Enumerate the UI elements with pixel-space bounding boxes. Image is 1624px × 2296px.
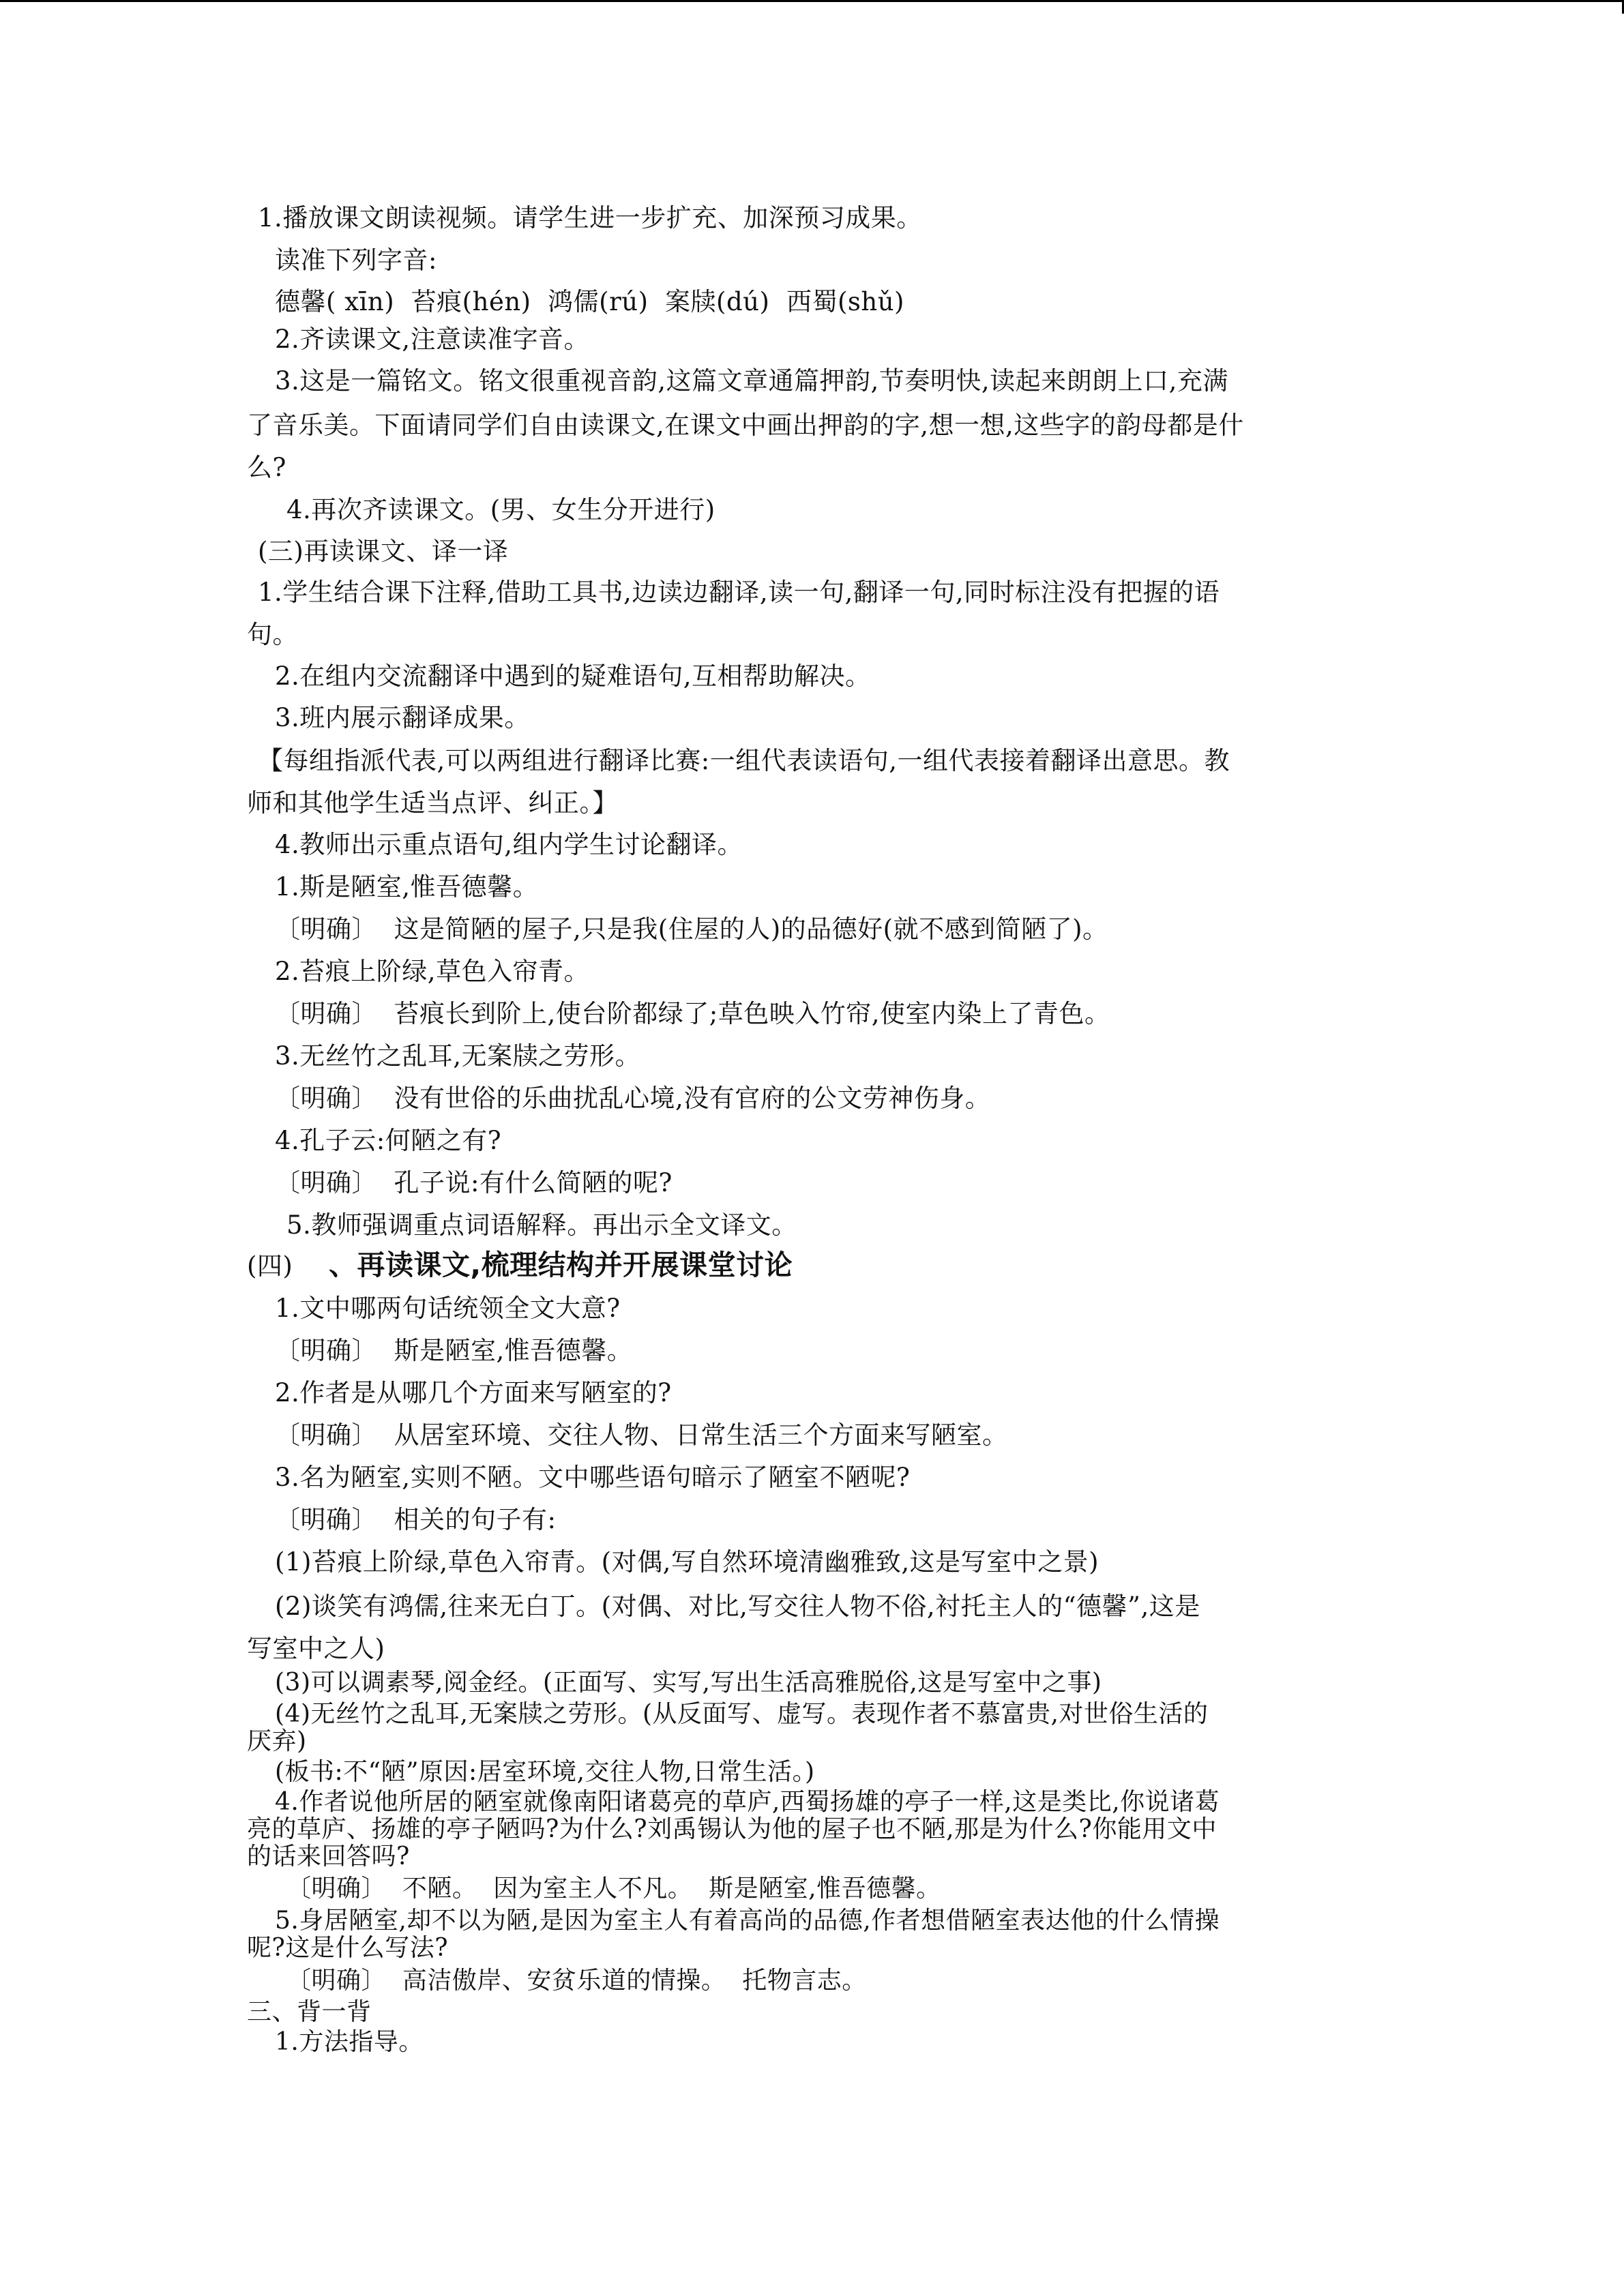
- text-line: 4.孔子云:何陋之有?: [275, 1126, 502, 1155]
- text-line: 4.作者说他所居的陋室就像南阳诸葛亮的草庐,西蜀扬雄的亭子一样,这是类比,你说诸葛: [275, 1788, 1220, 1816]
- text-line: 师和其他学生适当点评、纠正。】: [247, 788, 618, 818]
- text-line: 3.无丝竹之乱耳,无案牍之劳形。: [275, 1041, 641, 1071]
- text-line: 4.再次齐读课文。(男、女生分开进行): [286, 495, 715, 524]
- text-line: (板书:不“陋”原因:居室环境,交往人物,日常生活。): [275, 1758, 815, 1786]
- text-line: 3.名为陋室,实则不陋。文中哪些语句暗示了陋室不陋呢?: [275, 1463, 911, 1492]
- text-line: 2.齐读课文,注意读准字音。: [275, 325, 590, 354]
- text-line: 【每组指派代表,可以两组进行翻译比赛:一组代表读语句,一组代表接着翻译出意思。教: [258, 746, 1230, 775]
- text-line: 〔明确〕 从居室环境、交往人物、日常生活三个方面来写陋室。: [275, 1420, 1008, 1450]
- text-line: 〔明确〕 这是简陋的屋子,只是我(住屋的人)的品德好(就不感到简陋了)。: [275, 914, 1108, 944]
- text-line: 德馨( xīn) 苔痕(hén) 鸿儒(rú) 案牍(dú) 西蜀(shǔ): [275, 287, 904, 316]
- text-line: 呢?这是什么写法?: [247, 1934, 449, 1962]
- text-line: 句。: [247, 620, 298, 649]
- text-line: 1.斯是陋室,惟吾德馨。: [275, 872, 539, 901]
- text-line: 〔明确〕 没有世俗的乐曲扰乱心境,没有官府的公文劳神伤身。: [275, 1084, 991, 1113]
- text-line: 3.班内展示翻译成果。: [275, 703, 530, 732]
- text-line: 〔明确〕 高洁傲岸、安贫乐道的情操。 托物言志。: [286, 1967, 867, 1995]
- text-line: 4.教师出示重点语句,组内学生讨论翻译。: [275, 830, 743, 859]
- text-line: (1)苔痕上阶绿,草色入帘青。(对偶,写自然环境清幽雅致,这是写室中之景): [275, 1547, 1099, 1577]
- text-line: 亮的草庐、扬雄的亭子陋吗?为什么?刘禹锡认为他的屋子也不陋,那是为什么?你能用文中: [247, 1815, 1217, 1843]
- text-line: 3.这是一篇铭文。铭文很重视音韵,这篇文章通篇押韵,节奏明快,读起来朗朗上口,充满: [275, 366, 1228, 396]
- text-line: 读准下列字音:: [275, 245, 437, 275]
- text-line: (2)谈笑有鸿儒,往来无白丁。(对偶、对比,写交往人物不俗,衬托主人的“德馨”,这是: [275, 1592, 1200, 1621]
- text-line: 5.教师强调重点词语解释。再出示全文译文。: [286, 1210, 797, 1240]
- text-line: 1.播放课文朗读视频。请学生进一步扩充、加深预习成果。: [258, 203, 922, 233]
- text-line: 〔明确〕 斯是陋室,惟吾德馨。: [275, 1336, 633, 1365]
- text-line: 1.文中哪两句话统领全文大意?: [275, 1294, 621, 1323]
- section-heading: 、再读课文,梳理结构并开展课堂讨论: [329, 1249, 793, 1281]
- text-line: 2.苔痕上阶绿,草色入帘青。: [275, 957, 590, 986]
- text-line: 写室中之人): [247, 1634, 385, 1663]
- text-line: 厌弃): [247, 1727, 307, 1755]
- text-line: 〔明确〕 苔痕长到阶上,使台阶都绿了;草色映入竹帘,使室内染上了青色。: [275, 999, 1110, 1028]
- page-top-border: [0, 0, 1624, 2]
- text-line: 5.身居陋室,却不以为陋,是因为室主人有着高尚的品德,作者想借陋室表达他的什么情操: [275, 1907, 1220, 1935]
- text-line: 〔明确〕 相关的句子有:: [275, 1505, 557, 1534]
- text-line: 2.作者是从哪几个方面来写陋室的?: [275, 1378, 672, 1407]
- text-line: 1.学生结合课下注释,借助工具书,边读边翻译,读一句,翻译一句,同时标注没有把握的语: [258, 578, 1220, 607]
- text-line: 么?: [247, 453, 286, 482]
- text-line: 2.在组内交流翻译中遇到的疑难语句,互相帮助解决。: [275, 661, 871, 691]
- section-heading: 三、背一背: [247, 1998, 372, 2026]
- section-number: (四): [247, 1251, 293, 1281]
- text-line: 〔明确〕 孔子说:有什么简陋的呢?: [275, 1168, 673, 1197]
- text-line: (3)可以调素琴,阅金经。(正面写、实写,写出生活高雅脱俗,这是写室中之事): [275, 1669, 1102, 1697]
- section-heading: (三)再读课文、译一译: [258, 537, 509, 566]
- text-line: 1.方法指导。: [275, 2028, 424, 2056]
- text-line: 〔明确〕 不陋。 因为室主人不凡。 斯是陋室,惟吾德馨。: [286, 1875, 941, 1903]
- text-line: 的话来回答吗?: [247, 1843, 410, 1870]
- text-line: (4)无丝竹之乱耳,无案牍之劳形。(从反面写、虚写。表现作者不慕富贵,对世俗生活的: [275, 1700, 1209, 1728]
- text-line: 了音乐美。下面请同学们自由读课文,在课文中画出押韵的字,想一想,这些字的韵母都是什: [247, 411, 1244, 440]
